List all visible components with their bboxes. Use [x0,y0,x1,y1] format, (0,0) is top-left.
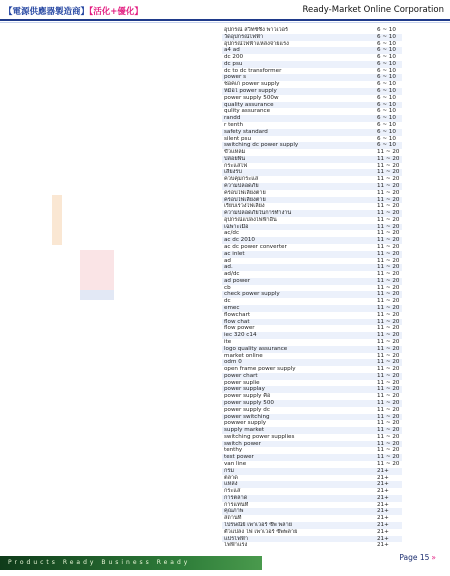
keyword-cell: อุปกรณ์ สวิทช์ชิ่ง พาวเวอร์ [224,27,289,33]
keyword-cell: ad power [224,277,251,284]
keyword-cell: เฉพาะเมื่อ [224,223,249,230]
count-cell: 11 ~ 20 [377,271,400,278]
keyword-cell: ac inlet [224,250,245,257]
keyword-cell: power supplay [224,386,265,393]
table-row [222,325,402,332]
table-row [222,136,402,143]
count-cell: 11 ~ 20 [377,216,400,223]
keyword-cell: เสียงรบ [224,169,242,176]
keyword-cell: dc 200 [224,54,244,61]
table-row [222,47,402,54]
table-row [222,393,402,400]
keyword-cell: วัดอุปกรณ์ไฟฟ้า [224,33,264,40]
count-cell: 21+ [377,542,389,549]
table-row [222,441,402,448]
keyword-cell: ad/dc [224,271,240,278]
table-row [222,495,402,502]
keyword-cell: r tenth [224,121,243,128]
count-cell: 11 ~ 20 [377,454,400,461]
table-row [222,468,402,475]
brand-tagline: 【活化+優化】 [89,7,143,17]
table-row [222,298,402,305]
keyword-cell: dc to dc transformer [224,67,282,74]
keyword-cell: กรม [224,467,235,474]
count-cell: 11 ~ 20 [377,298,400,305]
decorative-block [80,290,114,300]
keyword-cell: van line [224,461,247,467]
keyword-cell: ไปรษณีย์ เพาเวอร์ ซัพ พลาย [224,522,293,529]
count-cell: 11 ~ 20 [377,372,400,379]
table-row [222,258,402,265]
table-row [222,251,402,258]
table-row [222,197,402,204]
table-row [222,380,402,387]
table-row [222,163,402,170]
keyword-cell: ความปลอดภัย [224,182,259,189]
keyword-cell: tenthy [224,447,243,454]
keyword-cell: การตลาด [224,494,248,501]
keyword-cell: cb [224,284,231,291]
table-row [222,502,402,509]
count-cell: 11 ~ 20 [377,318,400,325]
count-cell: 11 ~ 20 [377,291,400,298]
decorative-block [80,250,114,290]
keyword-cell: ac dc power converter [224,244,287,250]
count-cell: 11 ~ 20 [377,352,400,359]
table-row [222,271,402,278]
keyword-cell: ac dc 2010 [224,237,255,244]
keyword-cell: ความปลอดภัยในการทำงาน [224,210,292,217]
table-row [222,230,402,237]
count-cell: 11 ~ 20 [377,406,400,413]
count-cell: 11 ~ 20 [377,176,400,183]
company-name: Ready-Market Online Corporation [302,5,444,15]
count-cell: 11 ~ 20 [377,149,400,156]
table-row [222,312,402,319]
count-cell: 6 ~ 10 [377,108,396,115]
keyword-cell: odm 0 [224,359,242,366]
keyword-cell: flow power [224,325,255,332]
table-row [222,359,402,366]
keyword-cell: check power supply [224,291,280,298]
table-row [222,108,402,115]
keyword-cell: คุณภาพ [224,508,244,515]
keyword-cell: อุปกรณ์ไฟฟ้าแหล่งจ่ายแรง [224,40,289,47]
table-row [222,366,402,373]
table-row [222,224,402,231]
header-divider-light [0,22,450,23]
keyword-cell: หม้อไ power supply [224,88,277,95]
keyword-cell: power switching [224,413,270,420]
table-row [222,461,402,468]
count-cell: 11 ~ 20 [377,447,400,454]
keyword-cell: safety standard [224,128,268,135]
table-row [222,447,402,454]
table-row [222,529,402,536]
table-row [222,386,402,393]
page-number [399,553,436,562]
keyword-cell: power s [224,74,246,81]
count-cell: 11 ~ 20 [377,203,400,210]
table-row [222,176,402,183]
table-row [222,542,402,549]
keyword-cell: switching dc power supply [224,142,299,149]
count-cell: 11 ~ 20 [377,393,400,400]
count-cell: 11 ~ 20 [377,305,400,312]
footer-slogan: Products Ready Business Ready [8,559,191,566]
table-row [222,400,402,407]
header-divider [0,19,450,21]
table-row [222,210,402,217]
table-row [222,190,402,197]
count-cell: 21+ [377,508,389,515]
count-cell: 11 ~ 20 [377,440,400,447]
table-row [222,420,402,427]
keyword-cell: power suplie [224,379,260,386]
count-cell: 6 ~ 10 [377,60,396,67]
keyword-cell: qulity assurance [224,108,271,115]
keyword-cell: quality assurance [224,101,274,108]
keyword-cell: silent psu [224,135,251,142]
keyword-cell: dc [224,298,231,305]
table-row [222,407,402,414]
table-row [222,74,402,81]
count-cell: 11 ~ 20 [377,189,400,196]
keyword-cell: ac/dc [224,230,240,237]
count-cell: 11 ~ 20 [377,169,400,176]
table-row [222,481,402,488]
count-cell: 11 ~ 20 [377,257,400,264]
keyword-cell: ขั้วแหลม [224,149,246,156]
count-cell: 6 ~ 10 [377,33,396,40]
count-cell: 6 ~ 10 [377,27,396,33]
keyword-cell: power supply 500w [224,94,279,101]
count-cell: 6 ~ 10 [377,47,396,54]
table-row [222,522,402,529]
count-cell: 11 ~ 20 [377,345,400,352]
footer-banner [0,556,262,570]
keyword-cell: ไฟฟ้าแรง [224,542,248,549]
keyword-cell: power supply dc [224,406,270,413]
keyword-cell: power supply คือ [224,393,271,400]
count-cell: 6 ~ 10 [377,54,396,61]
table-row [222,34,402,41]
table-row [222,115,402,122]
table-row [222,427,402,434]
table-row [222,332,402,339]
table-row [222,27,402,34]
keyword-cell: ite [224,338,232,345]
count-cell: 6 ~ 10 [377,40,396,47]
keyword-cell: แปรไฟฟ้า [224,535,249,542]
count-cell: 11 ~ 20 [377,332,400,339]
count-cell: 21+ [377,467,389,474]
keyword-cell: flowchart [224,311,251,318]
table-row [222,169,402,176]
keyword-cell: การแทนที่ [224,501,249,508]
table-row [222,291,402,298]
count-cell: 11 ~ 20 [377,427,400,434]
count-cell: 11 ~ 20 [377,325,400,332]
count-cell: 11 ~ 20 [377,311,400,318]
keyword-cell: เรียบเรวงไฟเลี้ยง [224,203,265,210]
table-row [222,102,402,109]
count-cell: 6 ~ 10 [377,101,396,108]
keyword-cell: power supply 500 [224,399,274,406]
keyword-cell: ครอบไฟเลี้ยงตาย [224,196,266,203]
count-cell: 21+ [377,481,389,488]
table-row [222,339,402,346]
table-row [222,434,402,441]
count-cell: 21+ [377,515,389,522]
table-row [222,488,402,495]
keyword-cell: กระแสไฟ [224,162,248,169]
keyword-cell: ครอบไฟเลี้ยงตาย [224,189,266,196]
brand-title [4,5,143,17]
count-cell: 11 ~ 20 [377,433,400,440]
count-cell: 11 ~ 20 [377,420,400,427]
count-cell: 11 ~ 20 [377,461,400,467]
keyword-table [222,27,402,549]
count-cell: 6 ~ 10 [377,67,396,74]
count-cell: 11 ~ 20 [377,264,400,271]
count-cell: 11 ~ 20 [377,338,400,345]
keyword-cell: powwer supply [224,420,267,427]
count-cell: 11 ~ 20 [377,155,400,162]
count-cell: 6 ~ 10 [377,135,396,142]
table-row [222,61,402,68]
keyword-cell: test power [224,454,254,461]
table-row [222,285,402,292]
count-cell: 11 ~ 20 [377,359,400,366]
count-cell: 6 ~ 10 [377,94,396,101]
count-cell: 6 ~ 10 [377,142,396,149]
count-cell: 11 ~ 20 [377,196,400,203]
count-cell: 6 ~ 10 [377,74,396,81]
count-cell: 11 ~ 20 [377,182,400,189]
table-row [222,149,402,156]
table-row [222,373,402,380]
count-cell: 11 ~ 20 [377,162,400,169]
keyword-cell: แหล่ง [224,481,238,488]
keyword-cell: ปล่อยพื้น [224,155,246,162]
page-label: Page 15 [399,553,430,562]
keyword-cell: power chart [224,372,258,379]
table-row [222,95,402,102]
table-row [222,68,402,75]
table-row [222,129,402,136]
count-cell: 6 ~ 10 [377,121,396,128]
keyword-cell: iec 320 c14 [224,332,257,339]
count-cell: 11 ~ 20 [377,386,400,393]
keyword-cell: อุปกรณ์แปลงไฟฟ้าอื่น [224,216,277,223]
count-cell: 11 ~ 20 [377,399,400,406]
count-cell: 21+ [377,501,389,508]
table-row [222,353,402,360]
count-cell: 6 ~ 10 [377,115,396,122]
table-row [222,203,402,210]
keyword-cell: flow chat [224,318,250,325]
keyword-cell: ควบคุมกระแส [224,176,259,183]
table-row [222,346,402,353]
keyword-cell: market online [224,352,263,359]
keyword-cell: switching power supplies [224,433,295,440]
table-row [222,536,402,543]
table-row [222,319,402,326]
count-cell: 11 ~ 20 [377,223,400,230]
count-cell: 21+ [377,474,389,481]
count-cell: 11 ~ 20 [377,237,400,244]
table-row [222,414,402,421]
table-row [222,305,402,312]
table-row [222,237,402,244]
count-cell: 21+ [377,494,389,501]
table-row [222,475,402,482]
table-row [222,454,402,461]
count-cell: 11 ~ 20 [377,244,400,250]
keyword-cell: ตลาด [224,474,238,481]
keyword-cell: randd [224,115,241,122]
table-row [222,508,402,515]
count-cell: 11 ~ 20 [377,366,400,373]
page-header [0,0,450,22]
count-cell: 11 ~ 20 [377,277,400,284]
table-row [222,278,402,285]
table-row [222,54,402,61]
keyword-cell: สถานที่ [224,515,242,522]
table-row [222,122,402,129]
count-cell: 21+ [377,535,389,542]
keyword-cell: emec [224,305,240,312]
count-cell: 6 ~ 10 [377,81,396,88]
table-row [222,142,402,149]
count-cell: 11 ~ 20 [377,284,400,291]
keyword-cell: ad. [224,264,233,271]
keyword-cell: ชอคเก power supply [224,81,280,88]
count-cell: 11 ~ 20 [377,230,400,237]
count-cell: 11 ~ 20 [377,379,400,386]
table-row [222,183,402,190]
table-row [222,88,402,95]
count-cell: 11 ~ 20 [377,250,400,257]
count-cell: 21+ [377,528,389,535]
table-row [222,217,402,224]
count-cell: 6 ~ 10 [377,128,396,135]
count-cell: 21+ [377,522,389,529]
brand-name: 【電源供應器製造商】 [4,7,90,17]
keyword-cell: supply market [224,427,265,434]
keyword-cell: logo quality assurance [224,345,288,352]
table-row [222,156,402,163]
next-page-arrow-icon: » [431,553,436,562]
table-row [222,81,402,88]
table-row [222,244,402,251]
count-cell: 21+ [377,488,389,495]
keyword-cell: ad [224,257,231,264]
table-row [222,515,402,522]
table-row [222,264,402,271]
keyword-cell: ตัวแปลง ไฟ เพาเวอร์ ซัพพลาย [224,528,298,535]
keyword-cell: a4 ad [224,47,240,54]
count-cell: 6 ~ 10 [377,88,396,95]
keyword-cell: open frame power supply [224,366,296,373]
decorative-block [52,195,62,245]
table-row [222,41,402,48]
count-cell: 11 ~ 20 [377,413,400,420]
keyword-cell: switch power [224,440,261,447]
keyword-cell: dc psu [224,60,243,67]
count-cell: 11 ~ 20 [377,210,400,217]
keyword-cell: กระแส [224,488,241,495]
